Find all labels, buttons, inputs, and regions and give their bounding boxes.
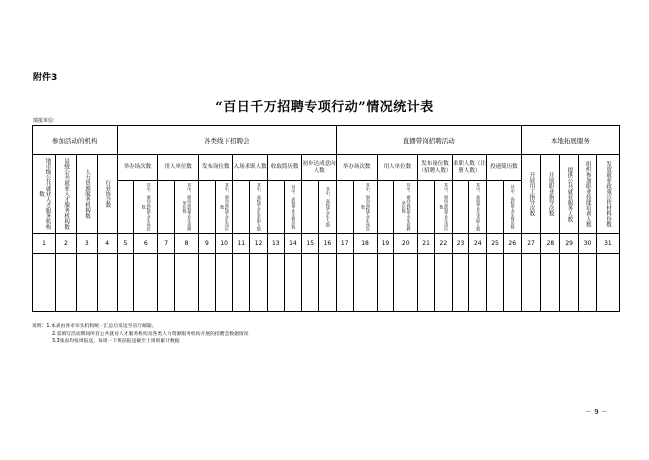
col-header-live-graduate-posts: 其中，面向高校毕业生岗位数 xyxy=(434,181,452,234)
col-header-fair-employers: 用人单位数 xyxy=(158,155,199,181)
col-header-city-institutions: 地市级公共就业人才服务机构数 xyxy=(33,155,56,234)
note-line-2: 2.需填写活动期间所有公共就业人才服务机构及各类人力资源服务机构开展的招聘会数据情况 xyxy=(52,331,249,337)
data-cell-21[interactable] xyxy=(418,254,435,312)
col-blank-7 xyxy=(158,181,175,234)
col-header-graduate-posts: 其中，面向高校毕业生岗位数 xyxy=(215,181,233,234)
data-cell-22[interactable] xyxy=(434,254,452,312)
column-number-7: 7 xyxy=(158,234,175,254)
column-number-4: 4 xyxy=(97,234,117,254)
group-header-offline-fairs: 各类线下招聘会 xyxy=(117,126,336,155)
data-cell-17[interactable] xyxy=(336,254,353,312)
data-cell-10[interactable] xyxy=(215,254,233,312)
col-blank-15 xyxy=(302,181,319,234)
data-cell-3[interactable] xyxy=(76,254,97,312)
data-cell-7[interactable] xyxy=(158,254,175,312)
data-cell-14[interactable] xyxy=(284,254,302,312)
data-cell-5[interactable] xyxy=(117,254,134,312)
note-line-3: 3.3张表均按周报送，每周一下班前报送截至上周的累计数据 xyxy=(52,339,180,345)
column-number-8: 8 xyxy=(174,234,198,254)
col-blank-19 xyxy=(377,181,394,234)
column-number-24: 24 xyxy=(469,234,487,254)
col-header-graduate-intentions: 其中，高校毕业生人数 xyxy=(319,181,337,234)
col-header-graduate-sessions: 其中，面向高校毕业生场次数 xyxy=(134,181,158,234)
data-cell-31[interactable] xyxy=(596,254,619,312)
statistics-table xyxy=(32,125,620,312)
data-cell-23[interactable] xyxy=(452,254,469,312)
column-number-17: 17 xyxy=(336,234,353,254)
notes xyxy=(32,323,248,346)
note-line-1: 说明：1.本表由各市牵头机构统一汇总后发送至省厅邮箱。 xyxy=(32,324,157,329)
data-cell-11[interactable] xyxy=(233,254,250,312)
column-number-1: 1 xyxy=(33,234,56,254)
col-blank-11 xyxy=(233,181,250,234)
column-number-row xyxy=(33,234,620,254)
group-header-local-services: 本地拓展服务 xyxy=(521,126,619,155)
col-blank-17 xyxy=(336,181,353,234)
column-number-20: 20 xyxy=(394,234,418,254)
col-header-fair-intentions: 初步达成意向人数 xyxy=(302,155,336,181)
column-number-12: 12 xyxy=(250,234,268,254)
annex-label: 附件3 xyxy=(33,73,58,83)
data-cell-27[interactable] xyxy=(521,254,541,312)
column-number-27: 27 xyxy=(521,234,541,254)
col-header-live-resumes: 投递简历数 xyxy=(487,155,521,181)
column-number-30: 30 xyxy=(579,234,597,254)
col-header-career-guidance: 开展职业指导次数 xyxy=(541,155,560,234)
column-number-11: 11 xyxy=(233,234,250,254)
data-row xyxy=(33,254,620,312)
data-cell-1[interactable] xyxy=(33,254,56,312)
data-cell-20[interactable] xyxy=(394,254,418,312)
column-number-28: 28 xyxy=(541,234,560,254)
column-number-10: 10 xyxy=(215,234,233,254)
column-number-16: 16 xyxy=(319,234,337,254)
col-header-live-posts: 发布岗位数（招聘人数） xyxy=(418,155,452,181)
column-number-21: 21 xyxy=(418,234,435,254)
data-cell-13[interactable] xyxy=(267,254,284,312)
col-header-live-graduate-jobseekers: 其中，高校毕业生求职人数 xyxy=(469,181,487,234)
data-cell-29[interactable] xyxy=(560,254,579,312)
page-number: － 9 － xyxy=(585,408,608,416)
col-header-fair-posts: 发布岗位数 xyxy=(199,155,233,181)
col-header-live-sessions: 举办场次数 xyxy=(336,155,377,181)
data-cell-19[interactable] xyxy=(377,254,394,312)
col-header-graduate-jobseekers: 其中，高校毕业生求职人数 xyxy=(250,181,268,234)
col-header-industry-associations: 行业协会数 xyxy=(97,155,117,234)
column-number-22: 22 xyxy=(434,234,452,254)
data-cell-6[interactable] xyxy=(134,254,158,312)
column-number-5: 5 xyxy=(117,234,134,254)
data-cell-26[interactable] xyxy=(503,254,521,312)
col-blank-21 xyxy=(418,181,435,234)
data-cell-16[interactable] xyxy=(319,254,337,312)
col-header-graduate-employers: 其中，面向高校毕业生招聘单位数 xyxy=(174,181,198,234)
column-number-9: 9 xyxy=(199,234,216,254)
col-header-live-graduate-employers: 其中，面向高校毕业生招聘单位数 xyxy=(394,181,418,234)
col-header-hr-agencies: 人力资源服务机构数 xyxy=(76,155,97,234)
data-cell-25[interactable] xyxy=(487,254,504,312)
data-cell-30[interactable] xyxy=(579,254,597,312)
data-cell-18[interactable] xyxy=(353,254,377,312)
column-number-23: 23 xyxy=(452,234,469,254)
column-number-26: 26 xyxy=(503,234,521,254)
col-header-county-institutions: 县级公共就业人才服务机构数 xyxy=(55,155,76,234)
column-number-18: 18 xyxy=(353,234,377,254)
col-blank-9 xyxy=(199,181,216,234)
col-header-fair-resumes: 收取简历数 xyxy=(267,155,301,181)
col-header-live-jobseekers: 求职人数（注册人数） xyxy=(452,155,486,181)
data-cell-8[interactable] xyxy=(174,254,198,312)
column-number-25: 25 xyxy=(487,234,504,254)
fill-unit-label: 填报单位: xyxy=(33,118,55,124)
col-header-live-graduate-sessions: 其中，面向高校毕业生场次数 xyxy=(353,181,377,234)
col-header-live-employers: 用人单位数 xyxy=(377,155,418,181)
data-cell-12[interactable] xyxy=(250,254,268,312)
column-number-15: 15 xyxy=(302,234,319,254)
group-header-institutions: 参加活动的机构 xyxy=(33,126,118,155)
column-number-2: 2 xyxy=(55,234,76,254)
col-blank-13 xyxy=(267,181,284,234)
group-header-livestream-recruitment: 直播带岗招聘活动 xyxy=(336,126,521,155)
column-number-6: 6 xyxy=(134,234,158,254)
col-blank-5 xyxy=(117,181,134,234)
data-cell-28[interactable] xyxy=(541,254,560,312)
col-header-fair-sessions: 举办场次数 xyxy=(117,155,158,181)
column-number-29: 29 xyxy=(560,234,579,254)
col-header-live-graduate-resumes: 其中，高校毕业生简历数 xyxy=(503,181,521,234)
column-number-13: 13 xyxy=(267,234,284,254)
col-header-fair-jobseekers: 入场求职人数 xyxy=(233,155,267,181)
data-cell-15[interactable] xyxy=(302,254,319,312)
data-cell-4[interactable] xyxy=(97,254,117,312)
col-blank-23 xyxy=(452,181,469,234)
col-header-public-service-people: 提供公共就业服务人数 xyxy=(560,155,579,234)
data-cell-9[interactable] xyxy=(199,254,216,312)
col-blank-25 xyxy=(487,181,504,234)
col-header-policy-materials: 发放就业政策宣传材料份数 xyxy=(596,155,619,234)
col-header-graduate-resumes: 其中，高校毕业生简历数 xyxy=(284,181,302,234)
page-title: “百日千万招聘专项行动”情况统计表 xyxy=(215,100,434,115)
column-number-3: 3 xyxy=(76,234,97,254)
column-number-14: 14 xyxy=(284,234,302,254)
col-header-training-people: 组织参加职业技能培训人数 xyxy=(579,155,597,234)
data-cell-2[interactable] xyxy=(55,254,76,312)
column-number-19: 19 xyxy=(377,234,394,254)
column-number-31: 31 xyxy=(596,234,619,254)
col-header-employment-guidance: 开展用工指导次数 xyxy=(521,155,541,234)
data-cell-24[interactable] xyxy=(469,254,487,312)
